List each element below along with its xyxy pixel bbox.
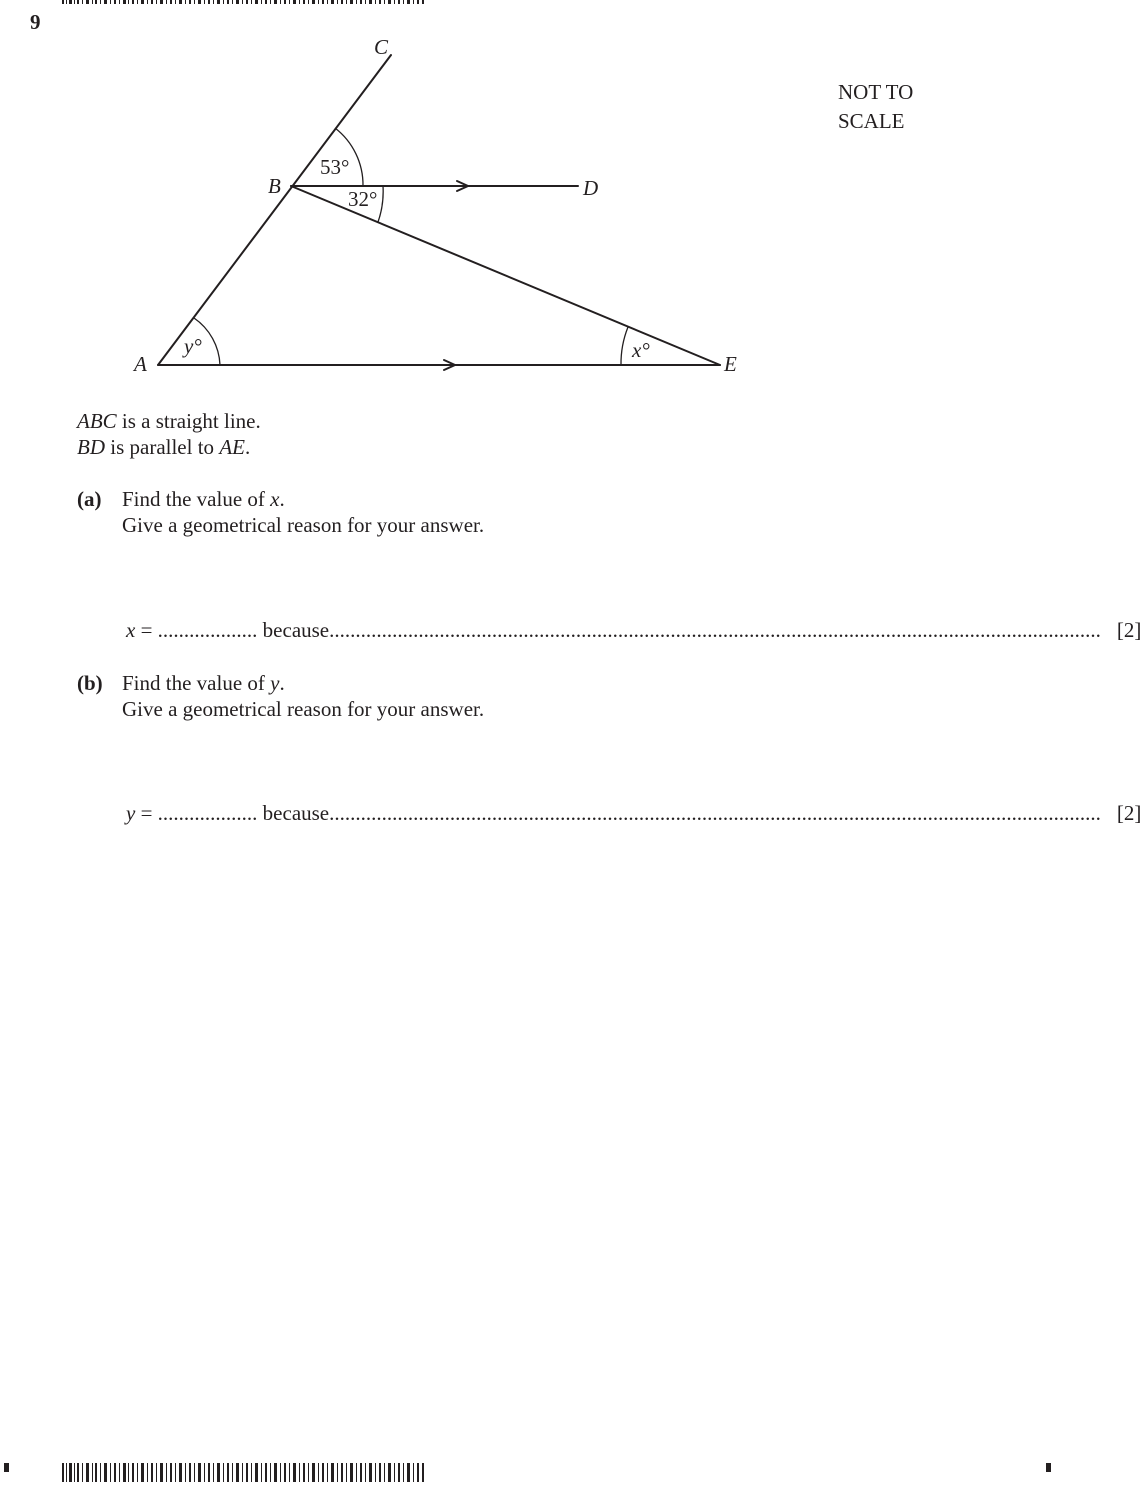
bottom-barcode [62, 1463, 424, 1482]
point-label-e: E [724, 352, 737, 376]
triangle-diagram [0, 0, 1056, 420]
not-to-scale-note [838, 78, 913, 136]
part-b-label: (b) [77, 671, 103, 695]
point-label-a: A [134, 352, 147, 376]
part-b-answer-line[interactable]: y = ................... because ................................................................................................................................................... [2] [126, 801, 1141, 825]
question-number: 9 [30, 10, 41, 34]
arc-32 [378, 186, 383, 222]
not-to-scale-line-1: NOT TO [838, 80, 914, 104]
part-a-line-1: Find the value of x. [122, 487, 285, 511]
point-label-b: B [268, 174, 281, 198]
angle-label-53: 53° [320, 155, 350, 179]
angle-label-y: y° [184, 334, 202, 358]
statement-straight-line: ABC is a straight line. [77, 409, 261, 433]
angle-label-x: x° [632, 338, 650, 362]
part-a-label: (a) [77, 487, 102, 511]
point-label-d: D [583, 176, 599, 200]
line-b-e [291, 186, 720, 365]
part-a-marks: [2] [1116, 618, 1141, 642]
statement-parallel: BD is parallel to AE. [77, 435, 251, 459]
part-a-answer-line[interactable]: x = ................... because ................................................................................................................................................... [2] [126, 618, 1141, 642]
angle-label-32: 32° [348, 187, 378, 211]
arc-x [621, 327, 628, 365]
corner-mark-left [4, 1463, 9, 1472]
corner-mark-right [1046, 1463, 1051, 1472]
part-a-line-2: Give a geometrical reason for your answer. [122, 513, 485, 537]
part-b-line-1: Find the value of y. [122, 671, 285, 695]
not-to-scale-line-2: SCALE [838, 109, 905, 133]
part-b-marks: [2] [1116, 801, 1141, 825]
point-label-c: C [374, 35, 389, 59]
part-b-line-2: Give a geometrical reason for your answer. [122, 697, 485, 721]
